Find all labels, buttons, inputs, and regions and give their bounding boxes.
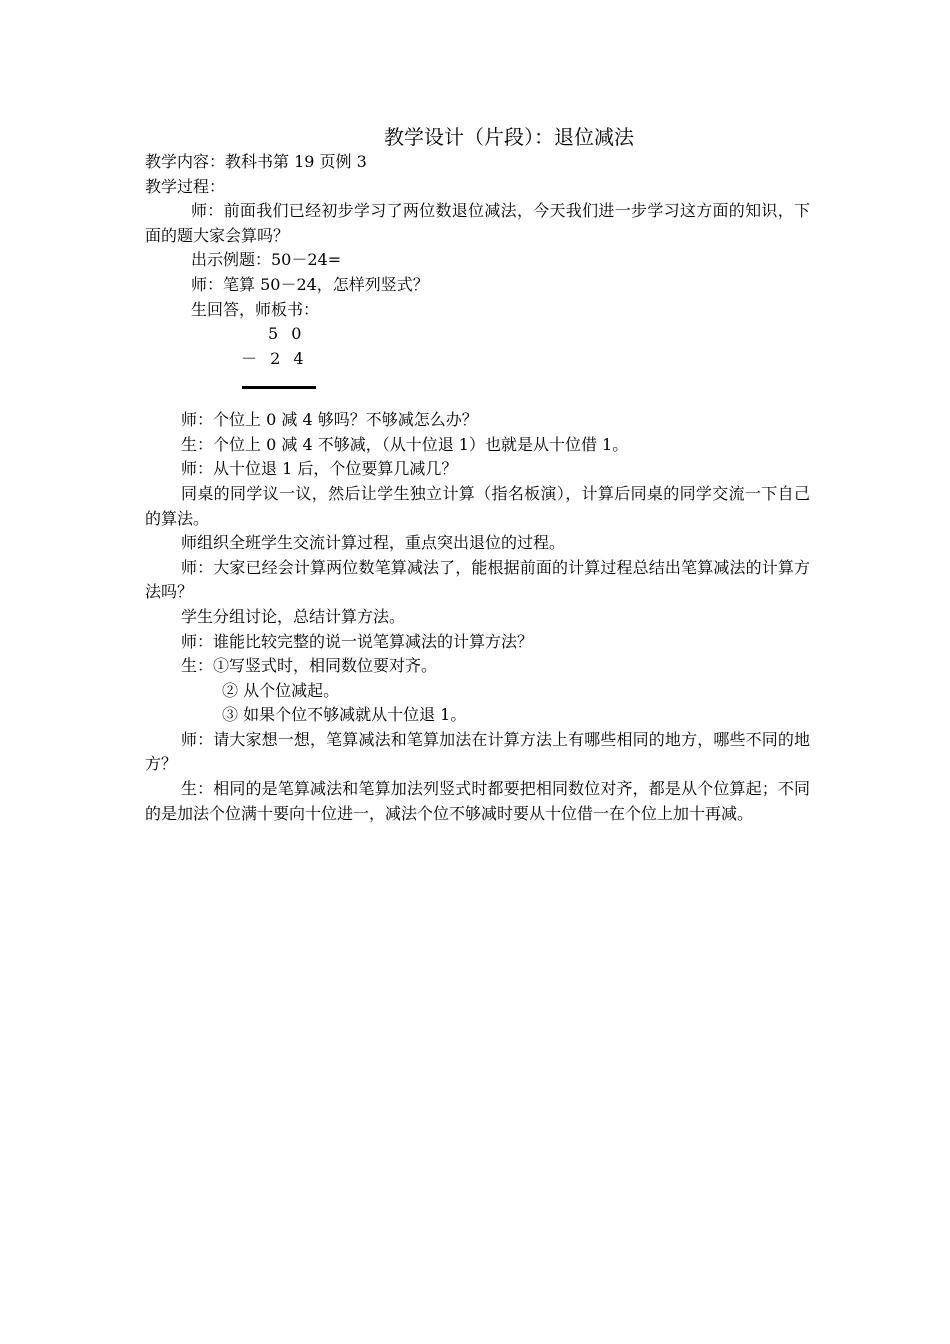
- document-title: 教学设计（片段）：退位减法: [384, 125, 634, 149]
- document-body: [145, 150, 810, 826]
- paragraph-borrow-question: 师：从十位退 1 后，个位要算几减几？: [181, 459, 458, 479]
- paragraph-compare-question: 师：请大家想一想，笔算减法和笔算加法在计算方法上有哪些相同的地方，哪些不同的地方？: [145, 729, 810, 774]
- paragraph-method-step-2: ② 从个位减起。: [222, 680, 340, 700]
- teaching-process-label: 教学过程：: [145, 176, 226, 196]
- teaching-content-line: 教学内容：教科书第 19 页例 3: [145, 152, 367, 171]
- paragraph-ones-question: 师：个位上 0 减 4 够吗？不够减怎么办？: [181, 410, 478, 430]
- paragraph-compare-answer: 生：相同的是笔算减法和笔算加法列竖式时都要把相同数位对齐，都是从个位算起；不同的是加法个位满十要向十位进一，减法个位不够减时要从十位借一在个位上加十再减。: [145, 779, 810, 823]
- paragraph-teacher-question: 师：笔算 50－24，怎样列竖式？: [191, 274, 429, 294]
- paragraph-example: 出示例题：50－24=: [191, 250, 342, 270]
- paragraph-teacher-intro: 师：前面我们已经初步学习了两位数退位减法，今天我们进一步学习这方面的知识，下面的题大家会算吗？: [145, 201, 810, 245]
- paragraph-group-discussion: 学生分组讨论，总结计算方法。: [181, 606, 406, 626]
- paragraph-student-answer: 生回答，师板书：: [191, 299, 320, 319]
- paragraph-method-question: 师：谁能比较完整的说一说笔算减法的计算方法？: [181, 631, 534, 651]
- paragraph-class-exchange: 师组织全班学生交流计算过程，重点突出退位的过程。: [181, 533, 566, 553]
- subtrahend: － 2 4: [241, 349, 308, 369]
- calculation-rule-line: [242, 386, 316, 389]
- minuend: 5 0: [268, 324, 306, 344]
- paragraph-method-step-1: 生：①写竖式时，相同数位要对齐。: [181, 656, 438, 676]
- vertical-subtraction: [145, 322, 810, 408]
- paragraph-summary-question: 师：大家已经会计算两位数笔算减法了，能根据前面的计算过程总结出笔算减法的计算方法吗？: [145, 557, 810, 602]
- paragraph-method-step-3: ③ 如果个位不够减就从十位退 1。: [222, 705, 467, 725]
- paragraph-ones-answer: 生：个位上 0 减 4 不够减，（从十位退 1）也就是从十位借 1。: [181, 434, 629, 454]
- paragraph-pair-discussion: 同桌的同学议一议，然后让学生独立计算（指名板演），计算后同桌的同学交流一下自己的算法。: [145, 483, 810, 528]
